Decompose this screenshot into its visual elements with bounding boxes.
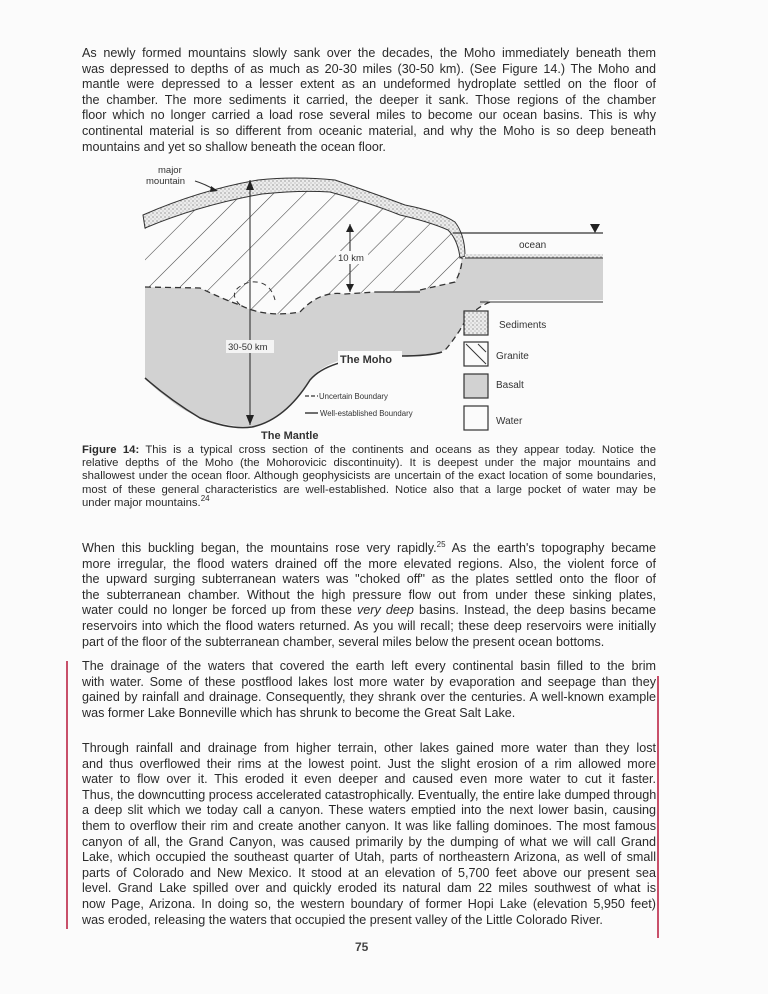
- text-line: Through rainfall and drainage from higher terrain, other lakes gained more water than they lost: [82, 741, 656, 755]
- text-line: was eroded, releasing the waters that occupied the present valley of the Little Colorado River.: [82, 912, 603, 927]
- text-fragment: water could no longer be forced up from these: [82, 603, 357, 618]
- text-line: mantle were depressed to a lesser extent as an undeformed hydroplate settled on the floor of: [82, 77, 656, 92]
- text-line: reservoirs into which the flood waters returned. As you will recall; these deep reservoirs were initially: [82, 618, 656, 633]
- text-line: parts of Colorado and New Mexico. It stood at an elevation of 5,700 feet above our present sea: [82, 865, 656, 880]
- paragraph-2: [82, 541, 656, 650]
- paragraph-3: [82, 659, 656, 721]
- paragraph-4: [82, 741, 656, 928]
- footnote-ref: 24: [200, 494, 210, 504]
- svg-text:Granite: Granite: [496, 351, 529, 362]
- svg-text:Sediments: Sediments: [499, 320, 547, 331]
- legend-sediments: [464, 311, 546, 335]
- text-line: Thus, the downcutting process accelerated catastrophically. Eventually, the entire lake dumped through: [82, 787, 657, 802]
- legend-granite: [464, 342, 529, 366]
- text-line: a deep slit which we today call a canyon. These waters emptied into the next lower basin, causing: [82, 803, 656, 818]
- margin-marker-right: [657, 676, 659, 938]
- footnote-ref: 25: [436, 539, 446, 549]
- label-30-50km: 30-50 km: [228, 342, 268, 353]
- caption-text: under major mountains.: [82, 496, 201, 509]
- text-line: the subterranean chamber. Without the high pressure flow out from under these sinking plates,: [82, 587, 656, 602]
- text-line: the chamber. The more sediments it carried, the deeper it sank. Those regions of the chamber: [82, 92, 656, 107]
- text-line: part of the floor of the subterranean chamber, several miles below the present ocean bottoms.: [82, 634, 605, 649]
- margin-marker-left: [66, 661, 68, 929]
- text-fragment: As the earth's topography became: [445, 541, 656, 555]
- legend-water: [464, 406, 523, 430]
- legend-basalt: [464, 374, 524, 398]
- text-line: floor which no longer carried a load rose several miles to become our ocean basins. This is why: [82, 108, 656, 123]
- caption-text: This is a typical cross section of the continents and oceans as they appear today. Notice the: [139, 444, 656, 456]
- text-line: As newly formed mountains slowly sank over the decades, the Moho immediately beneath them: [82, 46, 656, 60]
- text-line: them to overflow their rim and create another canyon. It was like falling dominoes. The most famous: [82, 818, 656, 833]
- text-line: canyon of all, the Grand Canyon, was caused primarily by the dumping of what we will call Grand: [82, 834, 656, 849]
- text-line: mountains and yet so shallow beneath the ocean floor.: [82, 139, 386, 154]
- emphasis-text: very deep: [356, 603, 414, 618]
- label-moho: The Moho: [340, 354, 392, 366]
- caption-text: relative depths of the Moho (the Mohorovicic discontinuity). It is deepest under the major mountains and: [82, 457, 656, 470]
- text-fragment: When this buckling began, the mountains rose very rapidly.: [82, 541, 437, 555]
- text-line: more irregular, the flood waters drained off the more elevated regions. Also, the violent force of: [82, 556, 656, 571]
- text-line: The drainage of the waters that covered the earth left every continental basin filled to the brim: [82, 659, 656, 673]
- svg-text:Basalt: Basalt: [496, 380, 524, 391]
- text-line: and thus overflowed their rims at the lowest point. Just the slight erosion of a rim allowed more: [82, 756, 656, 771]
- figure-caption: [82, 444, 656, 510]
- legend-established-boundary: Well-established Boundary: [320, 409, 413, 418]
- sea-level-marker-icon: [590, 224, 600, 233]
- text-fragment: basins. Instead, the deep basins became: [413, 603, 656, 618]
- text-line: water to flow over it. This eroded it even deeper and caused even more water to cut it faster.: [82, 772, 656, 787]
- text-line: now Page, Arizona. In doing so, the western boundary of former Hopi Lake (elevation 5,950 feet): [82, 896, 656, 911]
- text-line: gained by rainfall and drainage. Consequently, they shrank over the centuries. A well-known example: [82, 690, 656, 705]
- label-mountain: mountain: [146, 176, 186, 187]
- text-line: was former Lake Bonneville which has shrunk to become the Great Salt Lake.: [82, 705, 516, 720]
- caption-label: Figure 14:: [82, 444, 140, 456]
- label-major: major: [158, 165, 182, 176]
- label-mantle: The Mantle: [261, 430, 319, 442]
- label-10km: 10 km: [338, 253, 364, 264]
- text-line: level. Grand Lake spilled over and quickly eroded its natural dam 22 miles southwest of what is: [82, 881, 656, 896]
- text-line: the upward surging subterranean waters was "choked off" as the plates settled onto the floor of: [82, 572, 656, 587]
- text-line: Lake, which occupied the southeast quarter of Utah, parts of northeastern Arizona, as well of small: [82, 850, 656, 865]
- text-line: with water. Some of these postflood lakes lost more water by evaporation and seepage than they: [82, 674, 656, 689]
- page-number: 75: [355, 940, 369, 954]
- label-ocean: ocean: [519, 240, 547, 251]
- caption-text: shallowest under the ocean floor. Although geophysicists are uncertain of the exact location of some boundaries,: [82, 470, 656, 483]
- text-line: was depressed to depths of as much as 20-30 miles (30-50 km). (See Figure 14.) The Moho and: [82, 61, 656, 76]
- legend-uncertain-boundary: Uncertain Boundary: [319, 392, 388, 401]
- svg-text:Water: Water: [496, 416, 523, 427]
- text-line: continental material is so different from oceanic material, and why the Moho is so deep beneath: [82, 123, 656, 138]
- caption-text: most of these general characteristics are well-established. Notice also that a large pocket of water may be: [82, 483, 656, 496]
